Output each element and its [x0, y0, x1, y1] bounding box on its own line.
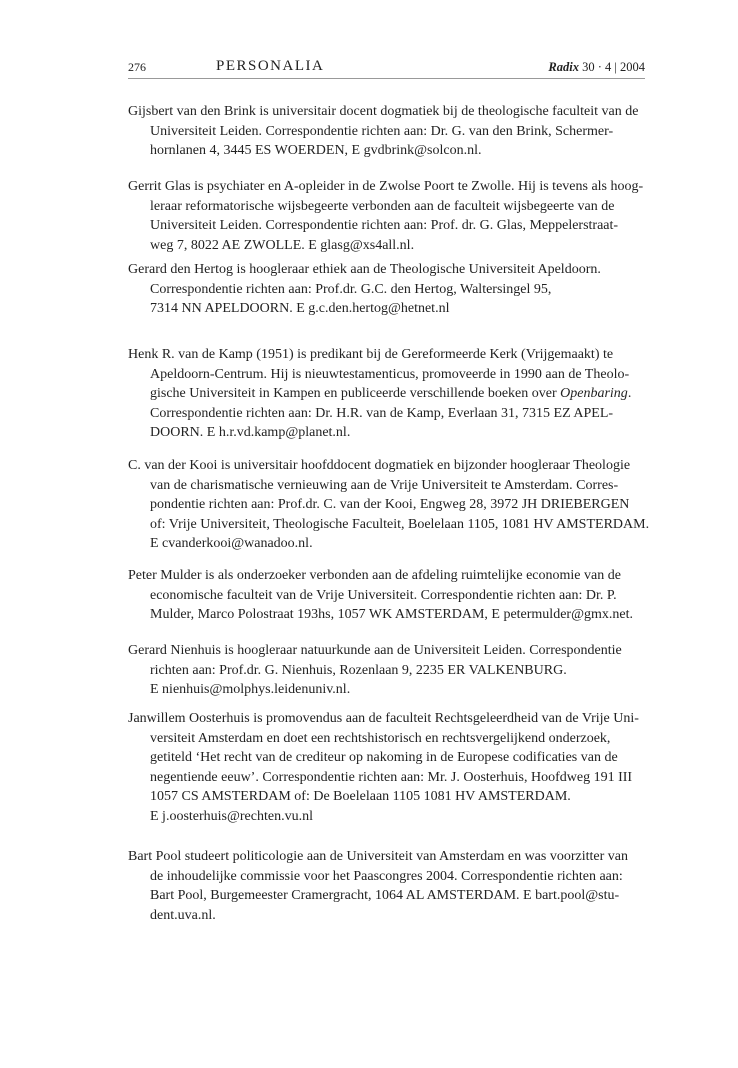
bio-line: of: Vrije Universiteit, Theologische Faculteit, Boelelaan 1105, 1081 HV AMSTERDAM.: [150, 516, 650, 532]
journal-issue: [548, 60, 645, 75]
bio-line: van de charismatische vernieuwing aan de Vrije Universiteit te Amsterdam. Corres-: [150, 477, 619, 493]
bio-line: richten aan: Prof.dr. G. Nienhuis, Rozenlaan 9, 2235 ER VALKENBURG.: [150, 662, 567, 678]
bio-line: Gerard Nienhuis is hoogleraar natuurkunde aan de Universiteit Leiden. Correspondentie: [128, 643, 622, 658]
bio-line: weg 7, 8022 AE ZWOLLE. E glasg@xs4all.nl.: [150, 237, 415, 253]
bio-line: Universiteit Leiden. Correspondentie richten aan: Prof. dr. G. Glas, Meppelerstraat-: [150, 218, 619, 233]
bio-line: economische faculteit van de Vrije Universiteit. Correspondentie richten aan: Dr. P.: [150, 587, 617, 603]
bio-line: Janwillem Oosterhuis is promovendus aan de faculteit Rechtsgeleerdheid van de Vrije Uni-: [128, 711, 639, 726]
bio-line: pondentie richten aan: Prof.dr. C. van der Kooi, Engweg 28, 3972 JH DRIEBERGEN: [150, 497, 630, 512]
bio-line: 1057 CS AMSTERDAM of: De Boelelaan 1105 1081 HV AMSTERDAM.: [150, 789, 571, 804]
bio-line: E cvanderkooi@wanadoo.nl.: [150, 536, 313, 551]
bio-line: Gerrit Glas is psychiater en A-opleider in de Zwolse Poort te Zwolle. Hij is tevens als hoog-: [128, 179, 644, 194]
bio-entry: [128, 102, 658, 161]
bio-line: Mulder, Marco Polostraat 193hs, 1057 WK AMSTERDAM, E petermulder@gmx.net.: [150, 607, 633, 622]
bio-entry: [128, 641, 658, 700]
bio-line: getiteld ‘Het recht van de crediteur op nakoming in de Europese codificaties van de: [150, 750, 618, 765]
bio-entry: [128, 847, 658, 925]
section-title: PERSONALIA: [216, 58, 325, 74]
bio-entry: [128, 566, 658, 625]
bio-line: C. van der Kooi is universitair hoofddocent dogmatiek en bijzonder hoogleraar Theologie: [128, 458, 631, 473]
bio-line: 7314 NN APELDOORN. E g.c.den.hertog@hetnet.nl: [150, 301, 450, 316]
bio-line: Gijsbert van den Brink is universitair docent dogmatiek bij de theologische faculteit van de: [128, 104, 639, 119]
bio-line: Peter Mulder is als onderzoeker verbonden aan de afdeling ruimtelijke economie van de: [128, 568, 621, 583]
bio-line: de inhoudelijke commissie voor het Paascongres 2004. Correspondentie richten aan:: [150, 868, 623, 884]
bio-line: Gerard den Hertog is hoogleraar ethiek aan de Theologische Universiteit Apeldoorn.: [128, 262, 601, 277]
bio-line: Apeldoorn-Centrum. Hij is nieuwtestamenticus, promoveerde in 1990 aan de Theolo-: [150, 366, 630, 382]
bio-entry: [128, 177, 658, 255]
issue-number: 30 · 4 | 2004: [582, 60, 645, 74]
bio-line: leraar reformatorische wijsbegeerte verbonden aan de faculteit wijsbegeerte van de: [150, 198, 615, 214]
bio-line: versiteit Amsterdam en doet een rechtshistorisch en rechtsvergelijkend onderzoek,: [150, 730, 611, 746]
bio-line: E nienhuis@molphys.leidenuniv.nl.: [150, 682, 351, 697]
bio-line: Universiteit Leiden. Correspondentie richten aan: Dr. G. van den Brink, Schermer-: [150, 123, 614, 139]
bio-entry: [128, 456, 658, 554]
bio-line: Correspondentie richten aan: Prof.dr. G.C. den Hertog, Waltersingel 95,: [150, 281, 552, 297]
bio-line: Bart Pool studeert politicologie aan de Universiteit van Amsterdam en was voorzitter van: [128, 849, 628, 864]
bio-line: Henk R. van de Kamp (1951) is predikant bij de Gereformeerde Kerk (Vrijgemaakt) te: [128, 347, 614, 362]
bio-line: negentiende eeuw’. Correspondentie richten aan: Mr. J. Oosterhuis, Hoofdweg 191 III: [150, 769, 633, 785]
bio-line: dent.uva.nl.: [150, 907, 216, 923]
bio-line: Bart Pool, Burgemeester Cramergracht, 1064 AL AMSTERDAM. E bart.pool@stu-: [150, 888, 620, 903]
bio-entry: [128, 260, 658, 319]
bio-entry: [128, 709, 658, 826]
page-number: 276: [128, 60, 146, 74]
bio-line: E j.oosterhuis@rechten.vu.nl: [150, 808, 313, 824]
bio-line: hornlanen 4, 3445 ES WOERDEN, E gvdbrink@solcon.nl.: [150, 143, 482, 158]
bio-line: DOORN. E h.r.vd.kamp@planet.nl.: [150, 425, 351, 440]
bio-line: Correspondentie richten aan: Dr. H.R. van de Kamp, Everlaan 31, 7315 EZ APEL-: [150, 405, 614, 421]
bio-line: gische Universiteit in Kampen en publiceerde verschillende boeken over Openbaring.: [150, 386, 632, 401]
journal-name: Radix: [548, 60, 579, 74]
bio-entry: [128, 345, 658, 443]
running-header: [128, 58, 645, 79]
